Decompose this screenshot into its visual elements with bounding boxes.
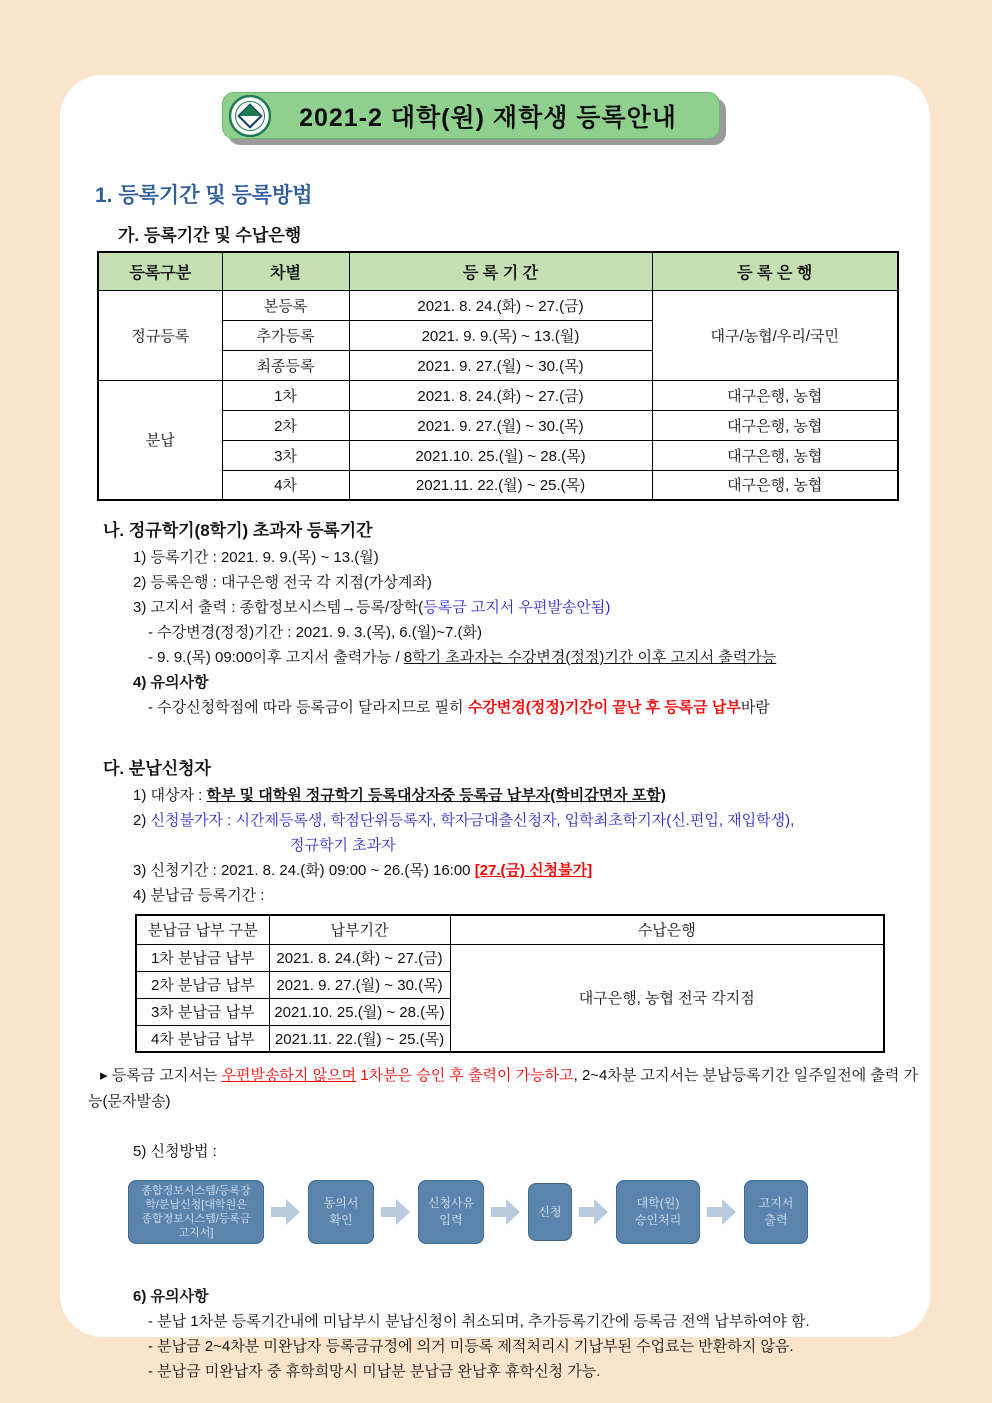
flow-step-line: 대학(원) xyxy=(636,1196,680,1210)
round-cell: 추가등록 xyxy=(222,320,349,350)
blue-note-text: 신청불가자 : 시간제등록생, 학점단위등록자, 학자금대출신청자, 입학최초학기자(신.편입, 재입학생), xyxy=(150,812,795,829)
university-logo-icon xyxy=(229,95,271,137)
column-header: 분납금 납부 구분 xyxy=(136,915,269,944)
table-header-row xyxy=(136,915,884,944)
note-text: 등록금 고지서는 xyxy=(107,1067,222,1084)
list-subitem: 정규학기 초과자 xyxy=(290,837,396,854)
round-cell: 본등록 xyxy=(222,290,349,320)
flow-step-line: 종합정보시스템/등록금 xyxy=(141,1213,251,1225)
subsection-a-heading: 가. 등록기간 및 수납은행 xyxy=(118,226,302,245)
list-item-text: - 수강신청학점에 따라 등록금이 달라지므로 필히 xyxy=(148,699,468,716)
column-header: 차별 xyxy=(222,252,349,290)
flow-arrow-icon xyxy=(271,1199,301,1225)
list-item xyxy=(133,595,930,620)
red-warning-text: [27.(금) 신청불가] xyxy=(474,862,593,879)
list-item xyxy=(133,808,930,833)
period-cell: 2021. 8. 24.(화) ~ 27.(금) xyxy=(269,944,450,971)
list-item-text: 3) 고지서 출력 : 종합정보시스템→등록/장학( xyxy=(133,599,424,616)
red-text: 1차분은 승인 후 출력이 가능하고 xyxy=(356,1067,574,1084)
list-subitem xyxy=(148,695,930,720)
round-cell: 2차 분납금 납부 xyxy=(136,971,269,998)
flow-step-apply xyxy=(528,1183,572,1241)
list-subitem: - 분납금 2~4차분 미완납자 등록금규정에 의거 미등록 제적처리시 기납부된 수업료는 반환하지 않음. xyxy=(148,1338,794,1355)
list-item: 6) 유의사항 xyxy=(133,1288,209,1305)
column-header: 납부기간 xyxy=(269,915,450,944)
list-subitem: - 수강변경(정정)기간 : 2021. 9. 3.(목), 6.(월)~7.(화) xyxy=(148,624,483,641)
list-item xyxy=(133,858,930,883)
flow-step-line: 승인처리 xyxy=(634,1213,682,1227)
section-1-heading: 1. 등록기간 및 등록방법 xyxy=(95,184,313,207)
document-panel xyxy=(60,75,930,1380)
flow-step-approval xyxy=(616,1180,700,1244)
column-header: 등 록 은 행 xyxy=(652,252,898,290)
list-item-text: 2) xyxy=(133,812,151,829)
period-cell: 2021. 9. 9.(목) ~ 13.(월) xyxy=(349,320,652,350)
flow-step-system-menu xyxy=(128,1180,264,1244)
list-item: 2) 등록은행 : 대구은행 전국 각 지점(가상계좌) xyxy=(133,574,432,591)
flow-step-print xyxy=(744,1180,808,1244)
table-header-row xyxy=(98,252,898,290)
table-row xyxy=(136,944,884,971)
installment-notice-paragraph xyxy=(88,1063,922,1115)
underlined-text: 8학기 초과자는 수강변경(정정)기간 이후 고지서 출력가능 xyxy=(403,649,777,666)
list-item-text: - 9. 9.(목) 09:00이후 고지서 출력가능 / xyxy=(148,649,404,666)
column-header: 등 록 기 간 xyxy=(349,252,652,290)
period-cell: 2021.11. 22.(월) ~ 25.(목) xyxy=(349,470,652,500)
flow-step-line: 입력 xyxy=(439,1213,463,1227)
flow-step-line: 종합정보시스템/등록장 xyxy=(141,1185,251,1197)
flow-step-line: 신청 xyxy=(538,1204,562,1219)
column-header: 등록구분 xyxy=(98,252,222,290)
flow-step-line: 고지서 xyxy=(758,1196,794,1210)
period-cell: 2021. 9. 27.(월) ~ 30.(목) xyxy=(349,350,652,380)
list-item: 4) 유의사항 xyxy=(133,674,209,691)
round-cell: 1차 xyxy=(222,380,349,410)
list-item-text: 3) 신청기간 : 2021. 8. 24.(화) 09:00 ~ 26.(목) 16:00 xyxy=(133,862,475,879)
registration-period-table xyxy=(97,251,899,501)
period-cell: 2021.10. 25.(월) ~ 28.(목) xyxy=(349,440,652,470)
list-item xyxy=(133,783,930,808)
period-cell: 2021. 9. 27.(월) ~ 30.(목) xyxy=(269,971,450,998)
flow-arrow-icon xyxy=(707,1199,737,1225)
bullet-triangle-icon: ▸ xyxy=(100,1067,108,1084)
red-underlined-text: 우편발송하지 않으며 xyxy=(221,1067,357,1084)
list-item: 4) 분납금 등록기간 : xyxy=(133,887,265,904)
period-cell: 2021. 8. 24.(화) ~ 27.(금) xyxy=(349,290,652,320)
round-cell: 3차 분납금 납부 xyxy=(136,998,269,1025)
title-banner xyxy=(222,92,720,139)
period-cell: 2021.11. 22.(월) ~ 25.(목) xyxy=(269,1025,450,1052)
table-row xyxy=(98,380,898,410)
table-row xyxy=(98,290,898,320)
flow-step-line: 고지서] xyxy=(178,1227,214,1239)
round-cell: 4차 xyxy=(222,470,349,500)
blue-note-text: 등록금 고지서 우편발송안됨) xyxy=(423,599,611,616)
round-cell: 2차 xyxy=(222,410,349,440)
subsection-c-heading: 다. 분납신청자 xyxy=(103,759,211,778)
period-cell: 2021. 8. 24.(화) ~ 27.(금) xyxy=(349,380,652,410)
installment-payment-table xyxy=(135,914,885,1053)
list-item-text: 바람 xyxy=(740,699,770,716)
flow-arrow-icon xyxy=(579,1199,609,1225)
bank-cell: 대구은행, 농협 xyxy=(652,380,898,410)
flow-step-line: 동의서 xyxy=(323,1196,359,1210)
list-item: 1) 등록기간 : 2021. 9. 9.(목) ~ 13.(월) xyxy=(133,549,379,566)
period-cell: 2021. 9. 27.(월) ~ 30.(목) xyxy=(349,410,652,440)
subsection-b-heading: 나. 정규학기(8학기) 초과자 등록기간 xyxy=(103,521,373,540)
flow-step-line: 학/분납신청[대학원은 xyxy=(145,1199,247,1211)
list-subitem xyxy=(148,645,930,670)
flow-step-line: 신청사유 xyxy=(427,1196,475,1210)
category-cell: 정규등록 xyxy=(98,290,222,380)
document-title: 2021-2 대학(원) 재학생 등록안내 xyxy=(299,103,677,132)
column-header: 수납은행 xyxy=(450,915,884,944)
bank-cell: 대구은행, 농협 xyxy=(652,470,898,500)
flow-arrow-icon xyxy=(491,1199,521,1225)
period-cell: 2021.10. 25.(월) ~ 28.(목) xyxy=(269,998,450,1025)
round-cell: 최종등록 xyxy=(222,350,349,380)
flow-arrow-icon xyxy=(381,1199,411,1225)
round-cell: 3차 xyxy=(222,440,349,470)
flow-step-line: 출력 xyxy=(764,1213,788,1227)
bank-cell: 대구은행, 농협 xyxy=(652,410,898,440)
round-cell: 4차 분납금 납부 xyxy=(136,1025,269,1052)
flow-step-line: 확인 xyxy=(329,1213,353,1227)
red-warning-text: 수강변경(정정)기간이 끝난 후 등록금 납부 xyxy=(467,699,741,716)
flow-step-reason xyxy=(418,1180,484,1244)
bank-cell: 대구은행, 농협 xyxy=(652,440,898,470)
list-item: 5) 신청방법 : xyxy=(133,1143,217,1160)
note-text: , 2~4차분 고지서는 분납등록기간 일주일전에 출력 가능(문자발송) xyxy=(88,1067,919,1110)
bank-cell: 대구은행, 농협 전국 각지점 xyxy=(450,944,884,1052)
round-cell: 1차 분납금 납부 xyxy=(136,944,269,971)
flow-step-consent xyxy=(308,1180,374,1244)
emphasized-text: 학부 및 대학원 정규학기 등록대상자중 등록금 납부자(학비감면자 포함) xyxy=(206,787,666,804)
category-cell: 분납 xyxy=(98,380,222,500)
application-flowchart xyxy=(128,1180,930,1244)
list-subitem: - 분납금 미완납자 중 휴학희망시 미납분 분납금 완납후 휴학신청 가능. xyxy=(148,1363,601,1380)
bank-cell: 대구/농협/우리/국민 xyxy=(652,290,898,380)
list-item-text: 1) 대상자 : xyxy=(133,787,207,804)
list-subitem: - 분납 1차분 등록기간내에 미납부시 분납신청이 취소되며, 추가등록기간에 등록금 전액 납부하여야 함. xyxy=(148,1313,810,1330)
